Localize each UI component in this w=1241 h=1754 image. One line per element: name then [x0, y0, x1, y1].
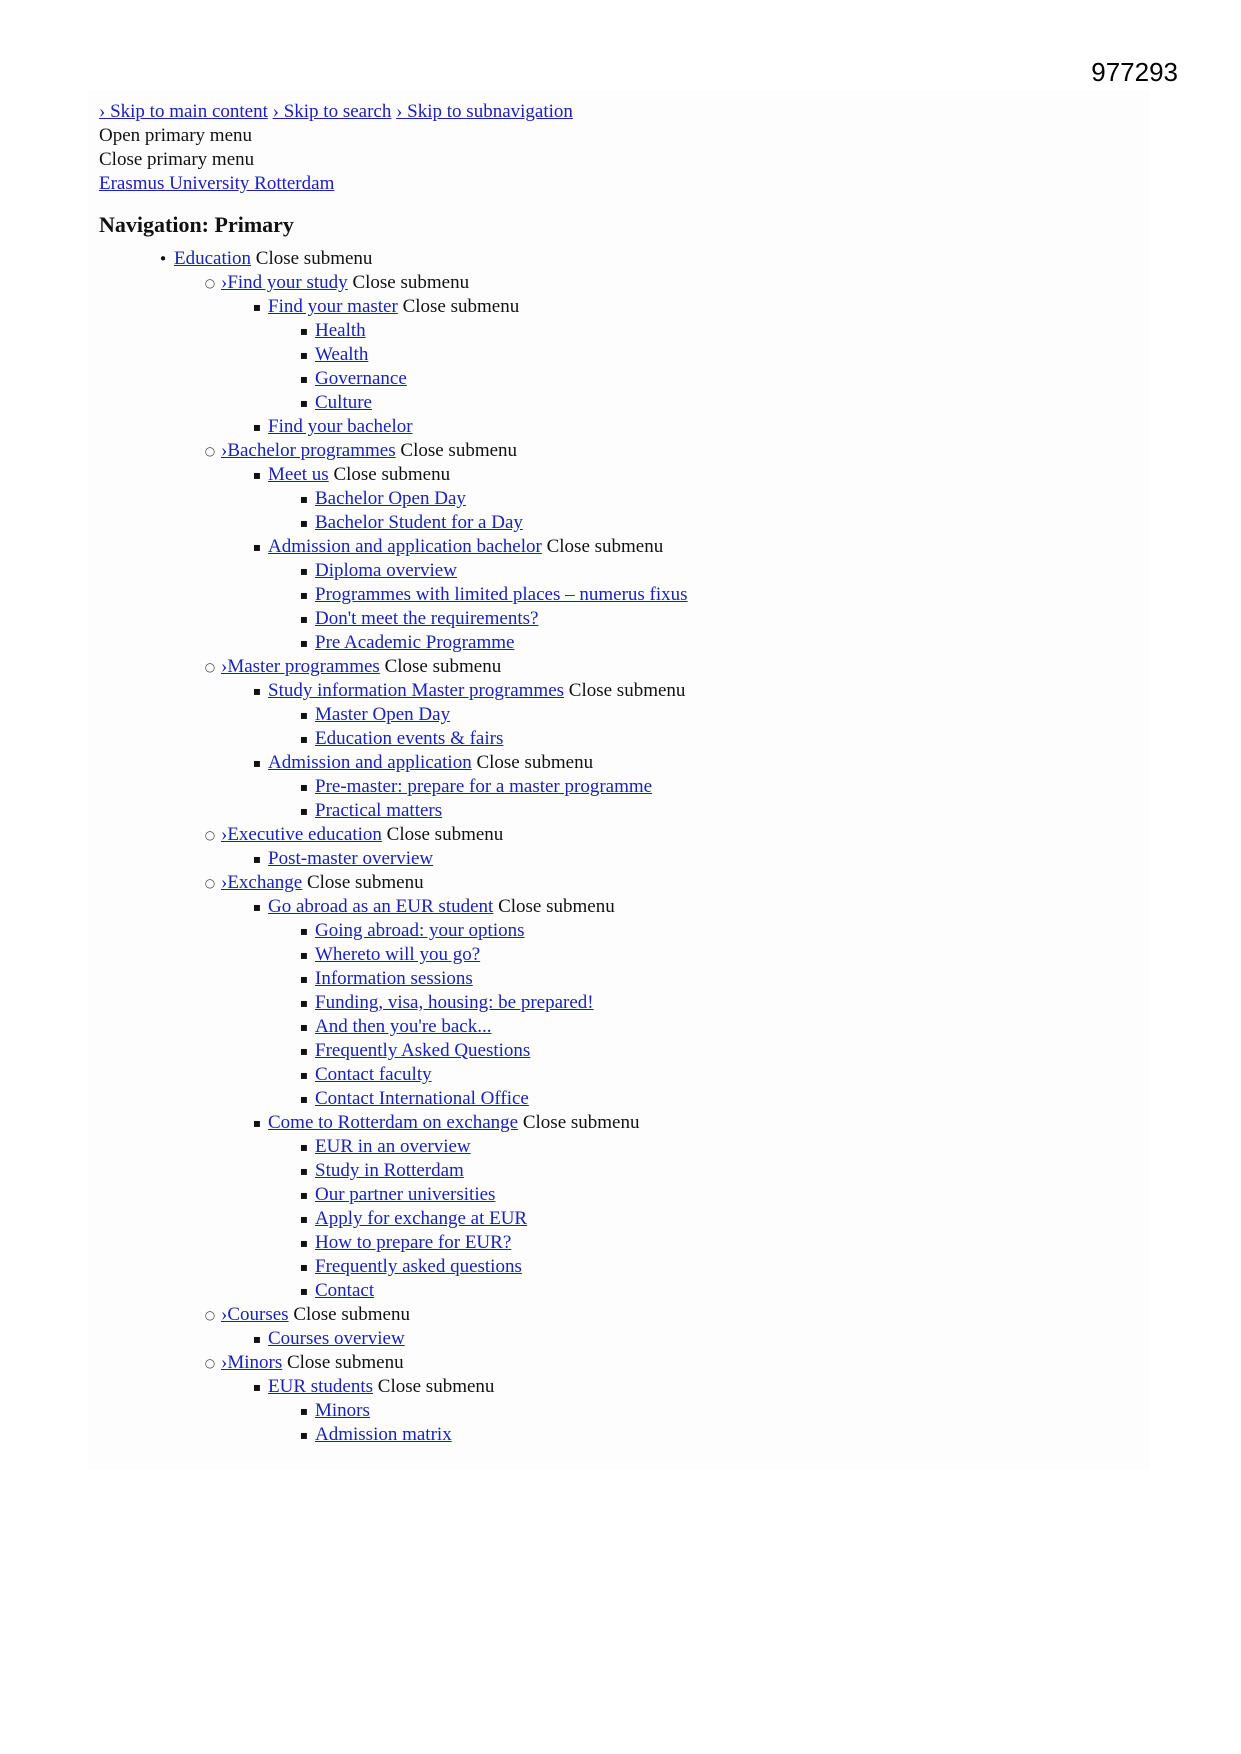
- nav-section-link[interactable]: ›Find your study: [221, 272, 348, 293]
- nav-subitem-link[interactable]: Going abroad: your options: [315, 920, 525, 941]
- nav-subitem-link[interactable]: Pre-master: prepare for a master programme: [315, 776, 653, 797]
- close-submenu-button[interactable]: Close submenu: [384, 656, 502, 677]
- nav-subitem-link[interactable]: Don't meet the requirements?: [315, 608, 539, 629]
- nav-item-link[interactable]: Study information Master programmes: [268, 680, 565, 701]
- site-home-link[interactable]: Erasmus University Rotterdam: [99, 173, 335, 194]
- nav-item-courses-overview: [252, 1327, 1129, 1351]
- item-submenu: [268, 1135, 1129, 1303]
- bullet-square-icon: ▪: [299, 1236, 309, 1250]
- bullet-square-icon: ▪: [252, 756, 262, 770]
- nav-section-link[interactable]: ›Executive education: [221, 824, 382, 845]
- item-submenu: [268, 319, 1129, 415]
- nav-item-link[interactable]: Post-master overview: [268, 848, 434, 869]
- close-submenu-button[interactable]: Close submenu: [476, 752, 594, 773]
- nav-section-minors: [204, 1351, 1129, 1447]
- bullet-square-icon: ▪: [299, 1260, 309, 1274]
- nav-section-courses: [204, 1303, 1129, 1351]
- item-submenu: [268, 487, 1129, 535]
- section-submenu: [221, 1375, 1129, 1447]
- close-submenu-button[interactable]: Close submenu: [286, 1352, 404, 1373]
- nav-subitem-link[interactable]: Programmes with limited places – numerus fixus: [315, 584, 688, 605]
- close-submenu-button[interactable]: Close submenu: [377, 1376, 495, 1397]
- nav-subitem: [299, 631, 1129, 655]
- nav-item-link[interactable]: Admission and application: [268, 752, 472, 773]
- nav-subitem: [299, 391, 1129, 415]
- nav-item-admission-and-application-bachelor: [252, 535, 1129, 655]
- close-primary-menu[interactable]: Close primary menu: [99, 149, 255, 170]
- bullet-square-icon: ▪: [252, 420, 262, 434]
- nav-item-link[interactable]: EUR students: [268, 1376, 374, 1397]
- bullet-circle-icon: ○: [204, 1308, 216, 1322]
- nav-heading: Navigation: Primary: [99, 212, 294, 237]
- item-submenu: [268, 919, 1129, 1111]
- nav-subitem: [299, 487, 1129, 511]
- nav-item-eur-students: [252, 1375, 1129, 1447]
- bullet-square-icon: ▪: [299, 1212, 309, 1226]
- item-submenu: [268, 703, 1129, 751]
- document-id: 977293: [1091, 57, 1178, 87]
- open-primary-menu[interactable]: Open primary menu: [99, 125, 253, 146]
- bullet-square-icon: ▪: [252, 900, 262, 914]
- nav-subitem: [299, 727, 1129, 751]
- close-submenu-button[interactable]: Close submenu: [522, 1112, 640, 1133]
- skip-to-main-link[interactable]: › Skip to main content: [99, 101, 268, 122]
- item-submenu: [268, 559, 1129, 655]
- nav-subitem: [299, 1423, 1129, 1447]
- nav-section-bachelor-programmes: [204, 439, 1129, 655]
- bullet-square-icon: ▪: [299, 948, 309, 962]
- nav-subitem: [299, 943, 1129, 967]
- nav-subitem-link[interactable]: Our partner universities: [315, 1184, 496, 1205]
- nav-subitem-link[interactable]: Diploma overview: [315, 560, 457, 581]
- primary-nav-list: [99, 247, 1129, 1447]
- bullet-square-icon: ▪: [299, 1428, 309, 1442]
- nav-section-link[interactable]: ›Minors: [221, 1352, 283, 1373]
- nav-item-link[interactable]: Admission and application bachelor: [268, 536, 542, 557]
- bullet-square-icon: ▪: [299, 924, 309, 938]
- nav-subitem-link[interactable]: Health: [315, 320, 366, 341]
- page-content: [99, 100, 1129, 1447]
- nav-subitem-link[interactable]: And then you're back...: [315, 1016, 492, 1037]
- section-submenu: [221, 679, 1129, 823]
- section-submenu: [221, 295, 1129, 439]
- bullet-square-icon: ▪: [299, 372, 309, 386]
- bullet-square-icon: ▪: [252, 300, 262, 314]
- bullet-square-icon: ▪: [299, 564, 309, 578]
- nav-subitem: [299, 1207, 1129, 1231]
- bullet-square-icon: ▪: [299, 324, 309, 338]
- close-submenu-button[interactable]: Close submenu: [293, 1304, 410, 1325]
- nav-subitem: [299, 1135, 1129, 1159]
- close-submenu-button[interactable]: Close submenu: [255, 248, 373, 269]
- nav-item-link[interactable]: Go abroad as an EUR student: [268, 896, 494, 917]
- nav-subitem-link[interactable]: Master Open Day: [315, 704, 451, 725]
- bullet-square-icon: ▪: [299, 396, 309, 410]
- nav-subitem-link[interactable]: Admission matrix: [315, 1424, 452, 1445]
- nav-subitem-link[interactable]: Wealth: [315, 344, 369, 365]
- bullet-square-icon: ▪: [299, 1044, 309, 1058]
- bullet-square-icon: ▪: [252, 1380, 262, 1394]
- nav-subitem: [299, 1399, 1129, 1423]
- nav-subitem: [299, 1255, 1129, 1279]
- bullet-square-icon: ▪: [299, 1188, 309, 1202]
- nav-subitem-link[interactable]: Study in Rotterdam: [315, 1160, 464, 1181]
- nav-subitem: [299, 559, 1129, 583]
- nav-subitem-link[interactable]: Contact: [315, 1280, 375, 1301]
- nav-subitem: [299, 1183, 1129, 1207]
- bullet-square-icon: ▪: [299, 1140, 309, 1154]
- nav-subitem-link[interactable]: Frequently Asked Questions: [315, 1040, 531, 1061]
- skip-to-search-link[interactable]: › Skip to search: [272, 101, 392, 122]
- skip-links: [99, 100, 1129, 124]
- nav-subitem: [299, 1063, 1129, 1087]
- nav-subitem: [299, 511, 1129, 535]
- nav-subitem: [299, 799, 1129, 823]
- close-submenu-button[interactable]: Close submenu: [400, 440, 518, 461]
- nav-subitem-link[interactable]: Pre Academic Programme: [315, 632, 515, 653]
- bullet-square-icon: ▪: [299, 348, 309, 362]
- nav-subitem-link[interactable]: EUR in an overview: [315, 1136, 471, 1157]
- close-submenu-button[interactable]: Close submenu: [386, 824, 504, 845]
- nav-subitem-link[interactable]: How to prepare for EUR?: [315, 1232, 512, 1253]
- close-submenu-button[interactable]: Close submenu: [306, 872, 424, 893]
- nav-section-executive-education: [204, 823, 1129, 871]
- bullet-square-icon: ▪: [299, 1092, 309, 1106]
- bullet-square-icon: ▪: [299, 636, 309, 650]
- nav-subitem-link[interactable]: Contact faculty: [315, 1064, 432, 1085]
- close-submenu-button[interactable]: Close submenu: [402, 296, 520, 317]
- nav-section-exchange: [204, 871, 1129, 1303]
- bullet-square-icon: ▪: [299, 1284, 309, 1298]
- nav-subitem-link[interactable]: Apply for exchange at EUR: [315, 1208, 528, 1229]
- nav-subitem: [299, 583, 1129, 607]
- close-submenu-button[interactable]: Close submenu: [568, 680, 686, 701]
- nav-subitem: [299, 991, 1129, 1015]
- nav-subitem-link[interactable]: Funding, visa, housing: be prepared!: [315, 992, 594, 1013]
- nav-item-study-information-master-programmes: [252, 679, 1129, 751]
- bullet-circle-icon: ○: [204, 1356, 216, 1370]
- bullet-square-icon: ▪: [299, 1068, 309, 1082]
- nav-item-go-abroad-as-an-eur-student: [252, 895, 1129, 1111]
- bullet-square-icon: ▪: [299, 516, 309, 530]
- nav-subitem-link[interactable]: Frequently asked questions: [315, 1256, 522, 1277]
- bullet-square-icon: ▪: [252, 1332, 262, 1346]
- bullet-square-icon: ▪: [299, 588, 309, 602]
- bullet-square-icon: ▪: [299, 612, 309, 626]
- bullet-circle-icon: ○: [204, 828, 216, 842]
- nav-subitem-link[interactable]: Contact International Office: [315, 1088, 529, 1109]
- nav-item-link[interactable]: Come to Rotterdam on exchange: [268, 1112, 519, 1133]
- bullet-square-icon: ▪: [252, 684, 262, 698]
- nav-item-post-master-overview: [252, 847, 1129, 871]
- bullet-circle-icon: ○: [204, 444, 216, 458]
- nav-subitem: [299, 367, 1129, 391]
- nav-subitem: [299, 319, 1129, 343]
- nav-item-education: [158, 247, 1129, 1447]
- nav-subitem: [299, 919, 1129, 943]
- nav-subitem: [299, 967, 1129, 991]
- nav-section-link[interactable]: ›Courses: [221, 1304, 289, 1325]
- section-submenu: [221, 895, 1129, 1303]
- bullet-square-icon: ▪: [252, 468, 262, 482]
- close-submenu-button[interactable]: Close submenu: [333, 464, 451, 485]
- bullet-square-icon: ▪: [299, 708, 309, 722]
- nav-subitem: [299, 1015, 1129, 1039]
- nav-section-master-programmes: [204, 655, 1129, 823]
- close-submenu-button[interactable]: Close submenu: [546, 536, 664, 557]
- bullet-square-icon: ▪: [299, 1404, 309, 1418]
- nav-section-find-your-study: [204, 271, 1129, 439]
- section-submenu: [221, 1327, 1129, 1351]
- nav-subitem-link[interactable]: Practical matters: [315, 800, 443, 821]
- nav-section-link[interactable]: ›Bachelor programmes: [221, 440, 396, 461]
- nav-item-find-your-master: [252, 295, 1129, 415]
- nav-subitem: [299, 1231, 1129, 1255]
- nav-subitem-link[interactable]: Culture: [315, 392, 372, 413]
- nav-item-come-to-rotterdam-on-exchange: [252, 1111, 1129, 1303]
- nav-item-link[interactable]: Meet us: [268, 464, 329, 485]
- nav-subitem: [299, 607, 1129, 631]
- education-link[interactable]: Education: [174, 248, 252, 269]
- nav-subitem-link[interactable]: Whereto will you go?: [315, 944, 481, 965]
- nav-item-link[interactable]: Find your master: [268, 296, 398, 317]
- nav-item-link[interactable]: Find your bachelor: [268, 416, 413, 437]
- bullet-square-icon: ▪: [252, 852, 262, 866]
- bullet-square-icon: ▪: [299, 996, 309, 1010]
- bullet-circle-icon: ○: [204, 660, 216, 674]
- bullet-square-icon: ▪: [299, 732, 309, 746]
- nav-item-find-your-bachelor: [252, 415, 1129, 439]
- education-submenu: [174, 271, 1129, 1447]
- section-submenu: [221, 463, 1129, 655]
- nav-item-meet-us: [252, 463, 1129, 535]
- nav-subitem-link[interactable]: Bachelor Student for a Day: [315, 512, 523, 533]
- nav-subitem-link[interactable]: Minors: [315, 1400, 370, 1421]
- bullet-square-icon: ▪: [299, 1020, 309, 1034]
- nav-subitem: [299, 703, 1129, 727]
- nav-section-link[interactable]: ›Master programmes: [221, 656, 380, 677]
- bullet-square-icon: ▪: [299, 972, 309, 986]
- nav-subitem: [299, 1279, 1129, 1303]
- close-submenu-button[interactable]: Close submenu: [498, 896, 615, 917]
- bullet-square-icon: ▪: [299, 804, 309, 818]
- nav-subitem-link[interactable]: Information sessions: [315, 968, 473, 989]
- close-submenu-button[interactable]: Close submenu: [352, 272, 470, 293]
- bullet-circle-icon: ○: [204, 876, 216, 890]
- nav-subitem: [299, 775, 1129, 799]
- nav-section-link[interactable]: ›Exchange: [221, 872, 303, 893]
- nav-item-link[interactable]: Courses overview: [268, 1328, 405, 1349]
- nav-subitem-link[interactable]: Governance: [315, 368, 407, 389]
- bullet-circle-icon: ○: [204, 276, 216, 290]
- bullet-square-icon: ▪: [299, 1164, 309, 1178]
- bullet-square-icon: ▪: [299, 780, 309, 794]
- bullet-square-icon: ▪: [252, 1116, 262, 1130]
- item-submenu: [268, 1399, 1129, 1447]
- skip-to-subnavigation-link[interactable]: › Skip to subnavigation: [396, 101, 573, 122]
- bullet-disc-icon: •: [158, 250, 168, 268]
- nav-subitem-link[interactable]: Bachelor Open Day: [315, 488, 466, 509]
- nav-item-admission-and-application: [252, 751, 1129, 823]
- nav-subitem-link[interactable]: Education events & fairs: [315, 728, 504, 749]
- nav-subitem: [299, 343, 1129, 367]
- bullet-square-icon: ▪: [299, 492, 309, 506]
- item-submenu: [268, 775, 1129, 823]
- nav-subitem: [299, 1087, 1129, 1111]
- nav-subitem: [299, 1039, 1129, 1063]
- nav-subitem: [299, 1159, 1129, 1183]
- bullet-square-icon: ▪: [252, 540, 262, 554]
- section-submenu: [221, 847, 1129, 871]
